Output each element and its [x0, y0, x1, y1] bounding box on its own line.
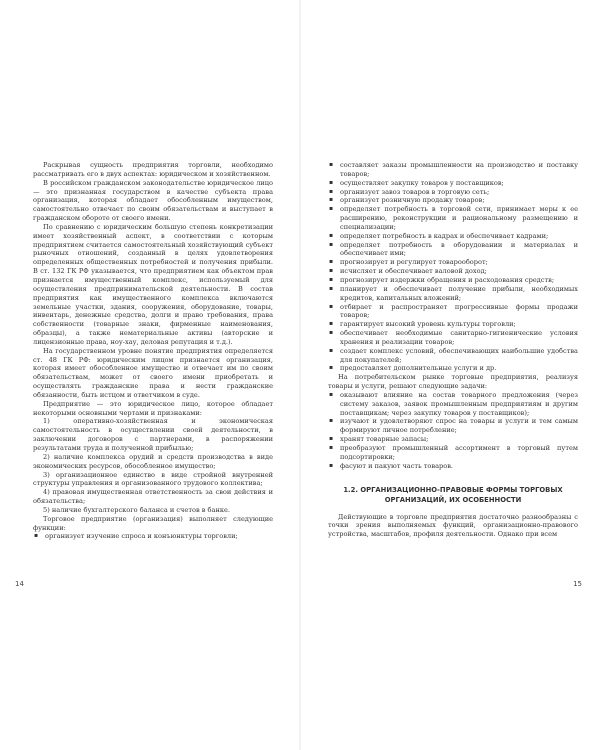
right-text-column	[328, 161, 578, 539]
paragraph: Действующие в торговле предприятия достаточно разнообразны с точки зрения выполняемых функций, организационно-правового устройства, масштабов, профиля деятельности. Однако при всем	[328, 512, 578, 539]
market-task-item: ▪ фасуют и пакуют часть товаров.	[328, 462, 578, 471]
market-task-item: ▪ оказывают влияние на состав товарного предложения (через систему заказов, заявок промышленным предприятиям и другим поставщикам; через закупку товаров у поставщиков);	[328, 391, 578, 418]
paragraph: В российском гражданском законодательстве юридическое лицо — это признанная государством в качестве субъекта права организация, которая обладает обособленным имуществом, самостоятельно отвечает по своим обязательствам и выступает в гражданском обороте от своего имени.	[33, 178, 273, 223]
market-intro: На потребительском рынке торговые предприятия, реализуя товары и услуги, решают следующие задачи:	[328, 373, 578, 391]
functions-intro: Торговое предприятие (организация) выполняет следующие функции:	[33, 514, 273, 532]
page-number: 14	[15, 580, 24, 588]
function-list-item: ▪ создает комплекс условий, обеспечивающих наибольшие удобства для покупателей;	[328, 347, 578, 365]
function-list-item: ▪ предоставляет дополнительные услуги и др.	[328, 364, 578, 373]
function-list-item: ▪ осуществляет закупку товаров у поставщиков;	[328, 179, 578, 188]
function-list-item: ▪ организует розничную продажу товаров;	[328, 196, 578, 205]
paragraph: На государственном уровне понятие предприятия определяется ст. 48 ГК РФ: юридическим лицом признается организация, которая имеет обособленное имущество и отвечает им по своим обязательствам, может от своего имени приобретать и осуществлять гражданские права и нести гражданские обязанности, быть истцом и ответчиком в суде.	[33, 346, 273, 399]
left-text-column	[33, 161, 273, 541]
feature-item: 2) наличие комплекса орудий и средств производства в виде экономических ресурсов, обособленное имущество;	[33, 452, 273, 470]
function-list-item: ▪ составляет заказы промышленности на производство и поставку товаров;	[328, 161, 578, 179]
feature-item: 1) оперативно-хозяйственная и экономическая самостоятельность в осуществлении своей деятельности, в заключении договоров с партнерами, в распоряжении результатами труда и полученной прибылью;	[33, 417, 273, 452]
feature-item: 3) организационное единство в виде стройной внутренней структуры управления и организованного трудового коллектива;	[33, 470, 273, 488]
function-list-item: ▪ гарантирует высокий уровень культуры торговли;	[328, 320, 578, 329]
market-task-item: ▪ изучают и удовлетворяют спрос на товары и услуги и тем самым формируют личное потребление;	[328, 417, 578, 435]
function-list-item: ▪ организует изучение спроса и конъюнктуры торговли;	[33, 532, 273, 541]
section-heading	[328, 485, 578, 505]
function-list-item: ▪ определяет потребность в кадрах и обеспечивает кадрами;	[328, 232, 578, 241]
right-page	[300, 0, 600, 750]
market-task-item: ▪ преобразуют промышленный ассортимент в торговый путем подсортировки;	[328, 444, 578, 462]
function-list-item: ▪ исчисляет и обеспечивает валовой доход;	[328, 267, 578, 276]
market-task-item: ▪ хранят товарные запасы;	[328, 435, 578, 444]
paragraph: Раскрывая сущность предприятия торговли, необходимо рассматривать его в двух аспектах: юридическом и хозяйственном.	[33, 161, 273, 178]
function-list-item: ▪ обеспечивает необходимые санитарно-гигиенические условия хранения и реализации товаров;	[328, 329, 578, 347]
paragraph: Предприятие — это юридическое лицо, которое обладает некоторыми основными чертами и признаками:	[33, 399, 273, 417]
feature-item: 4) правовая имущественная ответственность за свои действия и обязательства;	[33, 488, 273, 506]
function-list-item: ▪ организует завоз товаров в торговую сеть;	[328, 188, 578, 197]
page-number: 15	[573, 580, 582, 588]
function-list-item: ▪ прогнозирует издержки обращения и расходования средств;	[328, 276, 578, 285]
function-list-item: ▪ отбирает и распространяет прогрессивные формы продажи товаров;	[328, 303, 578, 321]
function-list-item: ▪ планирует и обеспечивает получение прибыли, необходимых кредитов, капитальных вложений;	[328, 285, 578, 303]
function-list-item: ▪ прогнозирует и регулирует товарооборот;	[328, 258, 578, 267]
function-list-item: ▪ определяет потребность в торговой сети, принимает меры к ее расширению, реконструкции и рациональному размещению и специализации;	[328, 205, 578, 232]
paragraph: По сравнению с юридическим большую степень конкретизации имеет хозяйственный аспект, в соответствии с которым предприятием считается самостоятельный хозяйствующий субъект рыночных отношений, созданный в целях удовлетворения определенных общественных потребностей и получения прибыли. В ст. 132 ГК РФ указывается, что предприятием как объектом прав признается имущественный комплекс, используемый для осуществления предпринимательской деятельности. В состав предприятия как имущественного комплекса включаются земельные участки, здания, сооружения, оборудование, товары, инвентарь, денежные средства, долги и право требования, права собственности (товарные знаки, фирменные наименования, образцы), а также нематериальные активы (авторские и лицензионные права, ноу-хау, деловая репутация и т.д.).	[33, 222, 273, 346]
section-heading-line: 1.2. ОРГАНИЗАЦИОННО-ПРАВОВЫЕ ФОРМЫ ТОРГОВЫХ	[343, 485, 563, 494]
section-heading-line: ОРГАНИЗАЦИЙ, ИХ ОСОБЕННОСТИ	[384, 495, 522, 504]
function-list-item: ▪ определяет потребность в оборудовании и материалах и обеспечивает ими;	[328, 241, 578, 259]
feature-item: 5) наличие бухгалтерского баланса и счетов в банке.	[43, 505, 230, 514]
